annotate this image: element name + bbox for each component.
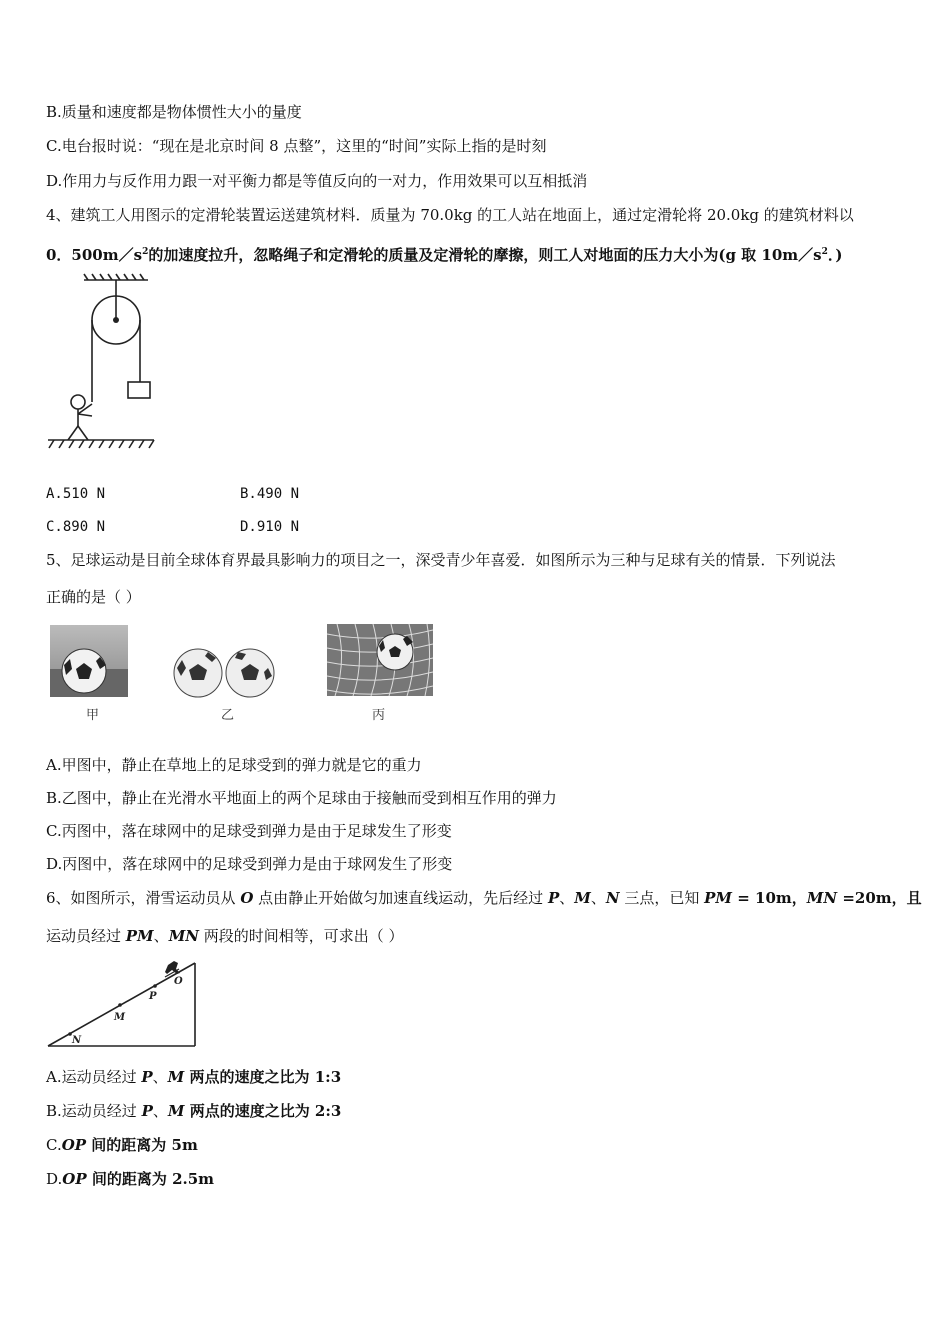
q5-option-b: B.乙图中，静止在光滑水平地面上的两个足球由于接触而受到相互作用的弹力 [46, 789, 557, 807]
q4-option-a: A.510 N [46, 486, 106, 502]
q5-stem-line2: 正确的是（ ） [46, 588, 141, 606]
q6-stem-line1: 6、如图所示，滑雪运动员从 O 点由静止开始做匀加速直线运动，先后经过 P、M、N 三点，已知 PM = 10m，MN =20m，且 [46, 889, 922, 907]
q3-option-d: D.作用力与反作用力跟一对平衡力都是等值反向的一对力，作用效果可以互相抵消 [46, 172, 588, 190]
q5-option-d: D.丙图中，落在球网中的足球受到弹力是由于球网发生了形变 [46, 855, 453, 873]
slope-label-n: N [72, 1035, 82, 1046]
football-on-grass-image [50, 625, 128, 697]
slope-label-p: P [149, 991, 157, 1002]
q4-option-c: C.890 N [46, 519, 106, 535]
caption-yi: 乙 [221, 708, 235, 723]
q3-option-c: C.电台报时说：“现在是北京时间 8 点整”，这里的“时间”实际上指的是时刻 [46, 137, 547, 155]
ski-slope-diagram [44, 955, 200, 1051]
slope-label-m: M [114, 1012, 126, 1023]
q6-option-a: A.运动员经过 P、M 两点的速度之比为 1:3 [46, 1068, 342, 1086]
q5-stem-line1: 5、足球运动是目前全球体育界最具影响力的项目之一，深受青少年喜爱．如图所示为三种与足球有关的情景．下列说法 [46, 551, 836, 569]
q4-stem-line1: 4、建筑工人用图示的定滑轮装置运送建筑材料．质量为 70.0kg 的工人站在地面上，通过定滑轮将 20.0kg 的建筑材料以 [46, 206, 854, 224]
q6-option-c: C.OP 间的距离为 5m [46, 1136, 198, 1154]
q6-option-b: B.运动员经过 P、M 两点的速度之比为 2:3 [46, 1102, 342, 1120]
q6-option-d: D.OP 间的距离为 2.5m [46, 1170, 215, 1188]
q5-option-a: A.甲图中，静止在草地上的足球受到的弹力就是它的重力 [46, 756, 422, 774]
q3-option-b: B.质量和速度都是物体惯性大小的量度 [46, 103, 302, 121]
q5-option-c: C.丙图中，落在球网中的足球受到弹力是由于足球发生了形变 [46, 822, 452, 840]
pulley-diagram [44, 272, 164, 462]
q4-stem-line2: 0．$500m/s^2$的加速度拉升，忽略绳子和定滑轮的质量及定滑轮的摩擦，则工人对地面的压力大小为(g 取 $10m/s^2$．) [46, 246, 843, 264]
caption-bing: 丙 [372, 708, 386, 723]
q6-stem-line2: 运动员经过 PM、MN 两段的时间相等，可求出（ ） [46, 927, 404, 945]
football-in-net-image [327, 624, 433, 696]
slope-label-o: O [174, 976, 183, 987]
caption-jia: 甲 [86, 708, 100, 723]
two-footballs-image [172, 646, 276, 700]
q4-option-d: D.910 N [240, 519, 300, 535]
q4-option-b: B.490 N [240, 486, 300, 502]
